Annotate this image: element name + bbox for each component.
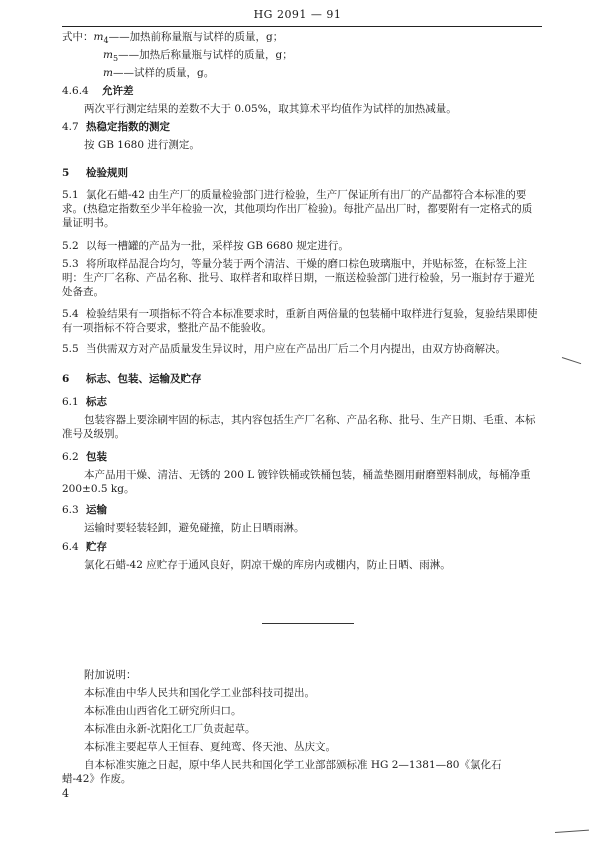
section-6-heading xyxy=(62,372,202,386)
clause-number: 6.1 xyxy=(62,396,79,408)
var-subscript: 4 xyxy=(103,36,109,46)
header-rule xyxy=(62,26,542,27)
formula-var-1 xyxy=(62,30,283,48)
clause-title: 标志 xyxy=(86,396,107,408)
formula-var-2 xyxy=(103,48,293,66)
var-symbol: m xyxy=(103,67,113,79)
appendix-line: 自本标准实施之日起，原中华人民共和国化学工业部部颁标准 HG 2—1381—80《氯化石蜡-42》作废。 xyxy=(62,759,502,785)
clause-number: 6.3 xyxy=(62,504,79,516)
clause-text: 将所取样品混合均匀，等量分装于两个清洁、干燥的磨口棕色玻璃瓶中，并贴标签，在标签上注明：生产厂名称、产品名称、批号、取样者和取样日期，一瓶送检验部门进行检验，另一瓶封存于避光处备查。 xyxy=(62,258,535,298)
section-4-6-4-heading xyxy=(62,84,134,98)
section-number: 4.6.4 xyxy=(62,85,89,97)
var-symbol: m xyxy=(103,49,113,61)
clause-title: 贮存 xyxy=(86,541,107,553)
clause-number: 6.4 xyxy=(62,541,79,553)
clause-text: 以每一槽罐的产品为一批，采样按 GB 6680 规定进行。 xyxy=(86,240,349,252)
section-5-heading xyxy=(62,166,128,180)
var-description: ——加热后称量瓶与试样的质量，g； xyxy=(118,49,293,61)
appendix-line: 本标准由中华人民共和国化学工业部科技司提出。 xyxy=(84,687,315,699)
standard-code-header: HG 2091 — 91 xyxy=(253,8,342,21)
clause-5-4 xyxy=(62,307,540,335)
margin-pen-mark xyxy=(562,357,581,364)
clause-6-4-heading xyxy=(62,540,107,554)
var-description: ——试样的质量，g。 xyxy=(112,67,215,79)
section-4-7-body: 按 GB 1680 进行测定。 xyxy=(84,139,200,151)
clause-title: 运输 xyxy=(86,504,107,516)
section-4-6-4-body: 两次平行测定结果的差数不大于 0.05%，取其算术平均值作为试样的加热减量。 xyxy=(84,103,457,115)
clause-number: 5.3 xyxy=(62,258,79,270)
margin-pen-mark xyxy=(555,830,589,833)
section-number: 5 xyxy=(62,167,70,179)
section-title: 检验规则 xyxy=(86,167,128,179)
var-subscript: 5 xyxy=(112,54,119,64)
end-of-text-rule xyxy=(262,623,354,624)
clause-text: 当供需双方对产品质量发生异议时，用户应在产品出厂后二个月内提出，由双方协商解决。 xyxy=(86,343,506,355)
clause-6-2-heading xyxy=(62,450,107,464)
clause-5-1 xyxy=(62,188,540,230)
section-title: 允许差 xyxy=(102,85,134,97)
clause-6-3-body: 运输时要轻装轻卸，避免碰撞，防止日晒雨淋。 xyxy=(84,522,305,534)
var-description: ——加热前称量瓶与试样的质量，g； xyxy=(108,31,284,43)
page-number: 4 xyxy=(62,787,69,800)
appendix-line: 本标准主要起草人王恒春、夏纯鸾、佟天池、丛庆文。 xyxy=(84,741,336,753)
formula-prefix: 式中： xyxy=(62,31,94,43)
appendix-title: 附加说明： xyxy=(84,669,137,681)
clause-number: 5.1 xyxy=(62,189,79,201)
clause-text: 氯化石蜡-42 由生产厂的质量检验部门进行检验，生产厂保证所有出厂的产品都符合本标准的要求。(热稳定指数至少半年检验一次，其他项均作出厂检验)。每批产品出厂时，都要附有一定格式的质量证明书。 xyxy=(62,189,533,229)
clause-number: 5.5 xyxy=(62,343,79,355)
formula-var-3 xyxy=(103,66,214,80)
section-4-7-heading xyxy=(62,120,170,134)
section-title: 标志、包装、运输及贮存 xyxy=(86,373,202,385)
appendix-line: 本标准由永新-沈阳化工厂负责起草。 xyxy=(84,723,256,735)
clause-text: 检验结果有一项指标不符合本标准要求时，重新自两倍量的包装桶中取样进行复验，复验结果即使有一项指标不符合要求，整批产品不能验收。 xyxy=(62,308,538,334)
clause-5-3 xyxy=(62,257,540,299)
clause-number: 6.2 xyxy=(62,451,79,463)
clause-6-1-body: 包装容器上要涂刷牢固的标志，其内容包括生产厂名称、产品名称、批号、生产日期、毛重、本标准号及级别。 xyxy=(62,414,536,440)
clause-number: 5.2 xyxy=(62,240,79,252)
clause-6-1-heading xyxy=(62,395,107,409)
clause-number: 5.4 xyxy=(62,308,79,320)
clause-6-3-heading xyxy=(62,503,107,517)
section-number: 6 xyxy=(62,373,70,385)
clause-5-2 xyxy=(62,239,540,253)
clause-5-5 xyxy=(62,342,540,356)
clause-title: 包装 xyxy=(86,451,107,463)
clause-6-4-body: 氯化石蜡-42 应贮存于通风良好，阴凉干燥的库房内或棚内，防止日晒、雨淋。 xyxy=(84,559,451,571)
clause-6-2-body: 本产品用干燥、清洁、无锈的 200 L 镀锌铁桶或铁桶包装，桶盖垫圈用耐磨塑料制成，每桶净重 200±0.5 kg。 xyxy=(62,469,531,495)
var-symbol: m xyxy=(93,31,104,43)
section-title: 热稳定指数的测定 xyxy=(86,121,170,133)
appendix-line: 本标准由山西省化工研究所归口。 xyxy=(84,705,242,717)
section-number: 4.7 xyxy=(62,121,79,133)
